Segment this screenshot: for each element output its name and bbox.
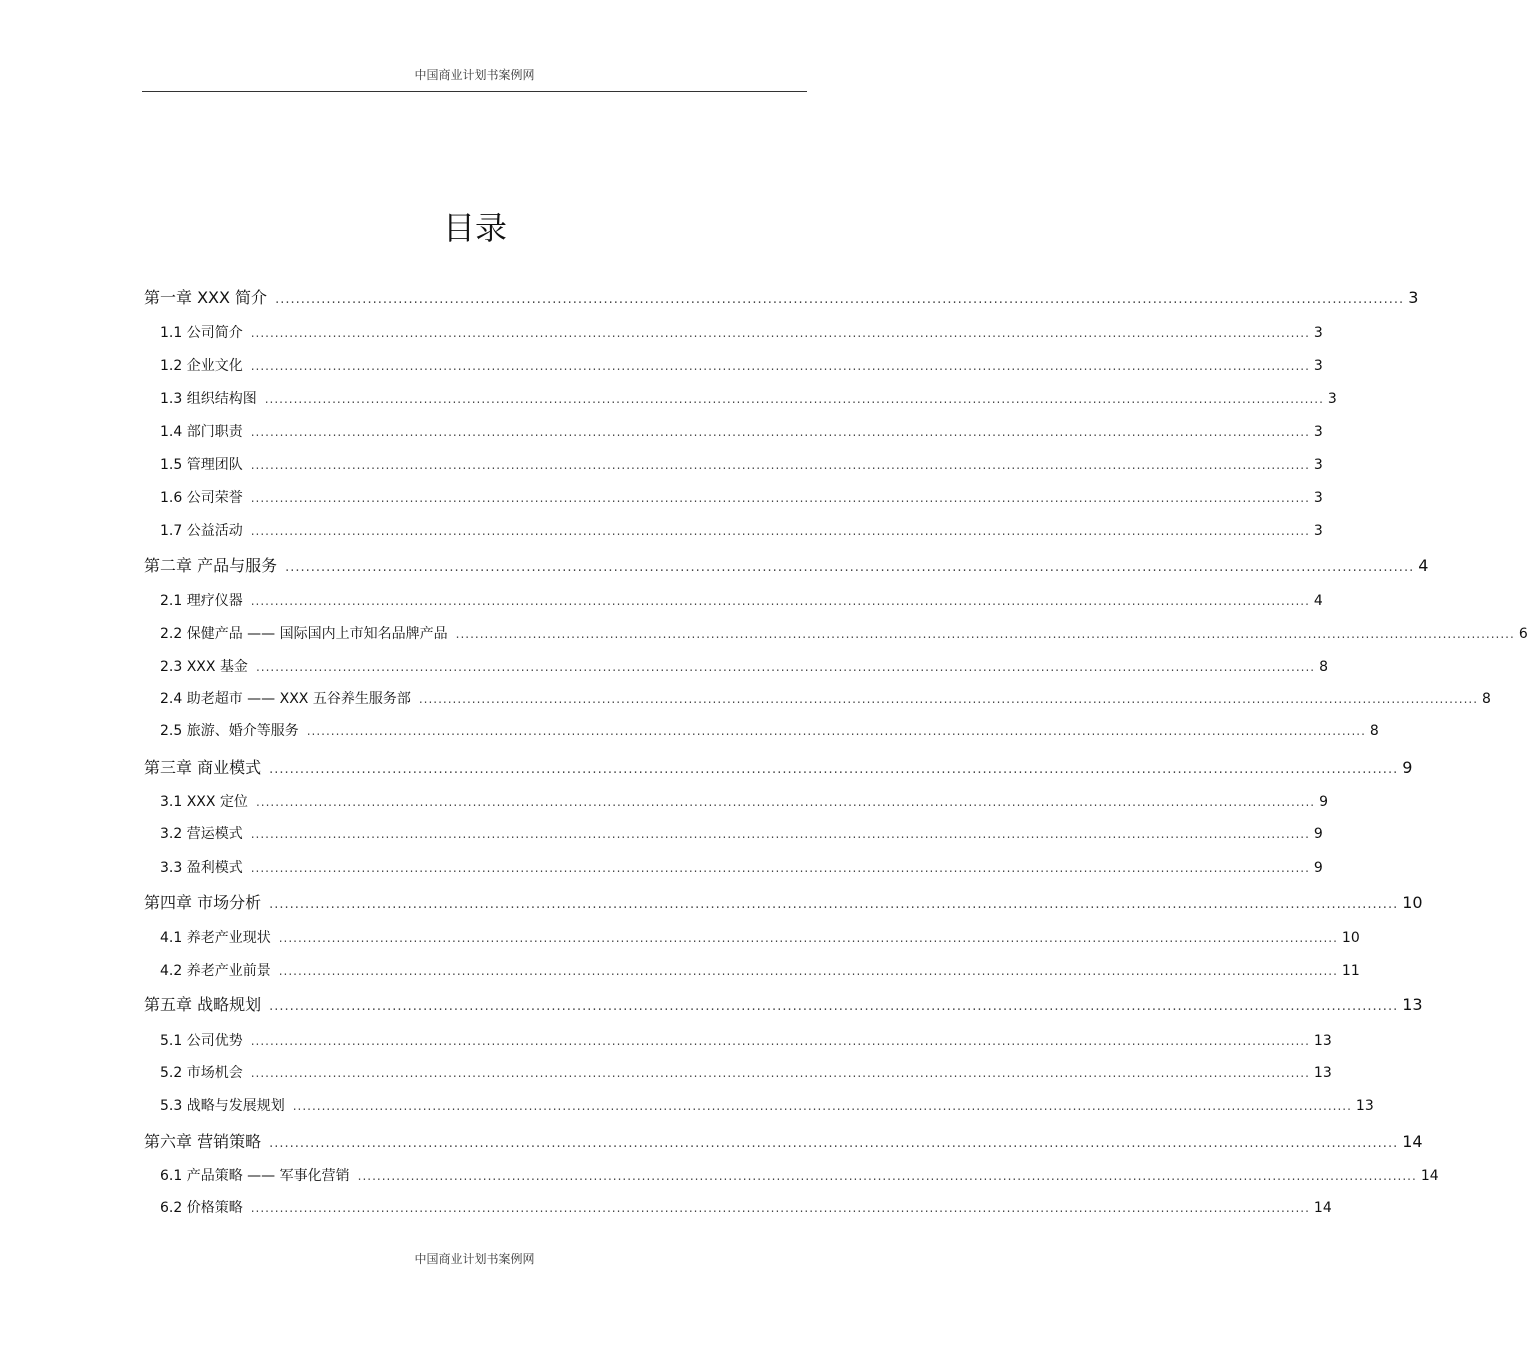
toc-dot-leader: ............................................................................................................................................................................................................................ bbox=[306, 724, 1366, 738]
toc-entry-label: 5.3 战略与发展规划 bbox=[160, 1098, 285, 1114]
page-footer bbox=[142, 1250, 807, 1267]
toc-entry-page-number: 4 bbox=[1313, 593, 1323, 609]
toc-entry-page-number: 9 bbox=[1313, 860, 1323, 876]
toc-dot-leader: ............................................................................................................................................................................................................................ bbox=[357, 1169, 1417, 1183]
toc-dot-leader: ............................................................................................................................................................................................................................ bbox=[285, 560, 1415, 575]
toc-section-entry[interactable] bbox=[160, 322, 1323, 344]
toc-chapter-entry[interactable] bbox=[144, 553, 1429, 579]
toc-entry-page-number: 11 bbox=[1341, 963, 1360, 979]
toc-dot-leader: ............................................................................................................................................................................................................................ bbox=[250, 827, 1310, 841]
toc-entry-page-number: 13 bbox=[1313, 1065, 1332, 1081]
toc-dot-leader: ............................................................................................................................................................................................................................ bbox=[250, 458, 1310, 472]
page-title: 目录 bbox=[442, 209, 507, 247]
toc-entry-page-number: 14 bbox=[1402, 1132, 1423, 1151]
toc-entry-label: 5.1 公司优势 bbox=[160, 1033, 243, 1049]
toc-chapter-entry[interactable] bbox=[144, 755, 1413, 781]
toc-section-entry[interactable] bbox=[160, 487, 1323, 509]
toc-dot-leader: ............................................................................................................................................................................................................................ bbox=[255, 795, 1316, 809]
toc-chapter-entry[interactable] bbox=[144, 285, 1419, 311]
toc-entry-page-number: 14 bbox=[1313, 1200, 1332, 1216]
toc-section-entry[interactable] bbox=[160, 1095, 1374, 1117]
toc-entry-page-number: 10 bbox=[1402, 893, 1423, 912]
toc-dot-leader: ............................................................................................................................................................................................................................ bbox=[250, 594, 1310, 608]
toc-dot-leader: ............................................................................................................................................................................................................................ bbox=[269, 1136, 1399, 1151]
toc-section-entry[interactable] bbox=[160, 1030, 1332, 1052]
toc-entry-page-number: 3 bbox=[1408, 288, 1419, 307]
toc-section-entry[interactable] bbox=[160, 355, 1323, 377]
toc-entry-page-number: 8 bbox=[1482, 691, 1491, 707]
toc-dot-leader: ............................................................................................................................................................................................................................ bbox=[418, 692, 1479, 706]
toc-entry-page-number: 14 bbox=[1420, 1168, 1439, 1184]
toc-entry-page-number: 3 bbox=[1313, 325, 1323, 341]
toc-dot-leader: ............................................................................................................................................................................................................................ bbox=[250, 491, 1310, 505]
toc-entry-label: 3.3 盈利模式 bbox=[160, 860, 243, 876]
toc-entry-page-number: 3 bbox=[1327, 391, 1337, 407]
toc-section-entry[interactable] bbox=[160, 688, 1491, 710]
toc-entry-label: 1.4 部门职责 bbox=[160, 424, 243, 440]
toc-dot-leader: ............................................................................................................................................................................................................................ bbox=[292, 1099, 1352, 1113]
toc-entry-page-number: 4 bbox=[1418, 556, 1429, 575]
toc-entry-page-number: 13 bbox=[1402, 995, 1423, 1014]
toc-entry-label: 1.7 公益活动 bbox=[160, 523, 243, 539]
toc-entry-label: 第三章 商业模式 bbox=[144, 758, 262, 777]
toc-entry-label: 第六章 营销策略 bbox=[144, 1132, 262, 1151]
toc-entry-page-number: 8 bbox=[1319, 659, 1329, 675]
toc-entry-page-number: 3 bbox=[1313, 457, 1323, 473]
toc-entry-label: 2.4 助老超市 —— XXX 五谷养生服务部 bbox=[160, 691, 411, 707]
toc-section-entry[interactable] bbox=[160, 421, 1323, 443]
toc-section-entry[interactable] bbox=[160, 927, 1360, 949]
toc-entry-label: 3.2 营运模式 bbox=[160, 826, 243, 842]
toc-section-entry[interactable] bbox=[160, 1062, 1332, 1084]
toc-entry-label: 2.2 保健产品 —— 国际国内上市知名品牌产品 bbox=[160, 626, 448, 642]
toc-section-entry[interactable] bbox=[160, 823, 1323, 845]
toc-entry-label: 1.5 管理团队 bbox=[160, 457, 243, 473]
toc-dot-leader: ............................................................................................................................................................................................................................ bbox=[278, 931, 1338, 945]
toc-dot-leader: ............................................................................................................................................................................................................................ bbox=[255, 660, 1316, 674]
toc-dot-leader: ............................................................................................................................................................................................................................ bbox=[250, 861, 1310, 875]
footer-text: 中国商业计划书案例网 bbox=[414, 1252, 535, 1266]
toc-entry-page-number: 3 bbox=[1313, 523, 1323, 539]
toc-dot-leader: ............................................................................................................................................................................................................................ bbox=[269, 762, 1399, 777]
toc-section-entry[interactable] bbox=[160, 1165, 1439, 1187]
toc-section-entry[interactable] bbox=[160, 720, 1379, 742]
toc-entry-label: 第五章 战略规划 bbox=[144, 995, 262, 1014]
toc-entry-page-number: 9 bbox=[1319, 794, 1329, 810]
toc-entry-label: 第一章 XXX 简介 bbox=[144, 288, 268, 307]
toc-section-entry[interactable] bbox=[160, 960, 1360, 982]
toc-dot-leader: ............................................................................................................................................................................................................................ bbox=[250, 524, 1310, 538]
toc-entry-page-number: 9 bbox=[1402, 758, 1413, 777]
toc-entry-page-number: 3 bbox=[1313, 490, 1323, 506]
toc-entry-page-number: 6 bbox=[1518, 626, 1528, 642]
toc-entry-label: 4.2 养老产业前景 bbox=[160, 963, 271, 979]
toc-dot-leader: ............................................................................................................................................................................................................................ bbox=[250, 359, 1310, 373]
toc-dot-leader: ............................................................................................................................................................................................................................ bbox=[250, 1201, 1310, 1215]
toc-section-entry[interactable] bbox=[160, 656, 1329, 678]
toc-section-entry[interactable] bbox=[160, 791, 1329, 813]
toc-section-entry[interactable] bbox=[160, 520, 1323, 542]
toc-section-entry[interactable] bbox=[160, 623, 1528, 645]
toc-dot-leader: ............................................................................................................................................................................................................................ bbox=[250, 1034, 1310, 1048]
toc-entry-page-number: 13 bbox=[1313, 1033, 1332, 1049]
toc-dot-leader: ............................................................................................................................................................................................................................ bbox=[275, 292, 1405, 307]
toc-entry-label: 1.1 公司简介 bbox=[160, 325, 243, 341]
toc-entry-label: 3.1 XXX 定位 bbox=[160, 794, 248, 810]
toc-section-entry[interactable] bbox=[160, 388, 1337, 410]
toc-dot-leader: ............................................................................................................................................................................................................................ bbox=[264, 392, 1324, 406]
toc-entry-page-number: 13 bbox=[1355, 1098, 1374, 1114]
toc-entry-label: 2.5 旅游、婚介等服务 bbox=[160, 723, 299, 739]
toc-entry-label: 6.2 价格策略 bbox=[160, 1200, 243, 1216]
toc-entry-label: 2.3 XXX 基金 bbox=[160, 659, 248, 675]
toc-dot-leader: ............................................................................................................................................................................................................................ bbox=[269, 999, 1399, 1014]
toc-chapter-entry[interactable] bbox=[144, 1129, 1423, 1155]
toc-dot-leader: ............................................................................................................................................................................................................................ bbox=[250, 425, 1310, 439]
toc-entry-label: 1.3 组织结构图 bbox=[160, 391, 257, 407]
toc-section-entry[interactable] bbox=[160, 1197, 1332, 1219]
toc-entry-label: 5.2 市场机会 bbox=[160, 1065, 243, 1081]
toc-entry-label: 1.6 公司荣誉 bbox=[160, 490, 243, 506]
toc-entry-page-number: 8 bbox=[1369, 723, 1379, 739]
header-text: 中国商业计划书案例网 bbox=[414, 68, 535, 82]
toc-dot-leader: ............................................................................................................................................................................................................................ bbox=[455, 627, 1515, 641]
toc-section-entry[interactable] bbox=[160, 454, 1323, 476]
toc-section-entry[interactable] bbox=[160, 590, 1323, 612]
toc-dot-leader: ............................................................................................................................................................................................................................ bbox=[278, 964, 1338, 978]
toc-entry-page-number: 10 bbox=[1341, 930, 1360, 946]
toc-entry-label: 2.1 理疗仪器 bbox=[160, 593, 243, 609]
toc-chapter-entry[interactable] bbox=[144, 992, 1423, 1018]
toc-entry-label: 4.1 养老产业现状 bbox=[160, 930, 271, 946]
toc-entry-label: 1.2 企业文化 bbox=[160, 358, 243, 374]
toc-entry-label: 第四章 市场分析 bbox=[144, 893, 262, 912]
toc-dot-leader: ............................................................................................................................................................................................................................ bbox=[269, 897, 1399, 912]
toc-dot-leader: ............................................................................................................................................................................................................................ bbox=[250, 326, 1310, 340]
toc-entry-page-number: 9 bbox=[1313, 826, 1323, 842]
toc-chapter-entry[interactable] bbox=[144, 890, 1423, 916]
toc-dot-leader: ............................................................................................................................................................................................................................ bbox=[250, 1066, 1310, 1080]
toc-section-entry[interactable] bbox=[160, 857, 1323, 879]
toc-entry-page-number: 3 bbox=[1313, 358, 1323, 374]
toc-entry-page-number: 3 bbox=[1313, 424, 1323, 440]
toc-entry-label: 6.1 产品策略 —— 军事化营销 bbox=[160, 1168, 350, 1184]
toc-entry-label: 第二章 产品与服务 bbox=[144, 556, 278, 575]
